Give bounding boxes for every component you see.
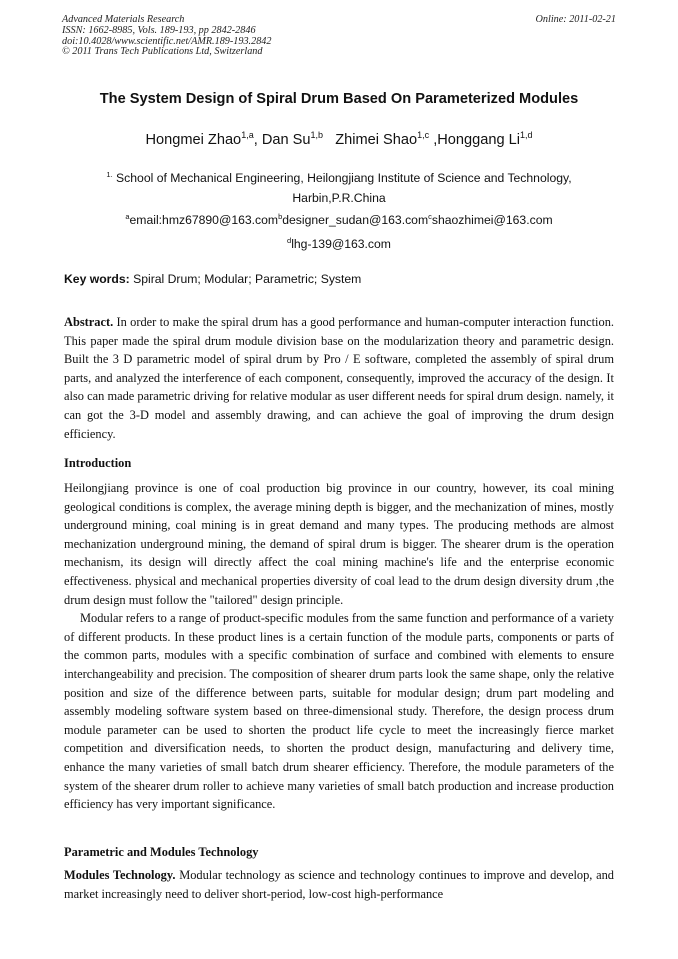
author-sup: 1,d [520, 130, 533, 140]
paper-title: The System Design of Spiral Drum Based On Parameterized Modules [99, 91, 579, 107]
email-a[interactable]: email:hmz67890@163.com [129, 213, 279, 228]
author-sup: 1,b [310, 130, 324, 140]
modules-text: Modular technology as science and technology continues to improve and develop, and market increasingly need to deliver short-period, low-cost high-performance [64, 868, 614, 901]
email-sup: c [428, 212, 432, 221]
keywords-text: Spiral Drum; Modular; Parametric; System [129, 272, 362, 286]
introduction-body [64, 479, 614, 814]
author-separator: , [253, 131, 262, 148]
author-name: Honggang Li [437, 131, 521, 148]
email-d[interactable]: lhg-139@163.com [291, 237, 391, 252]
author-separator: , [429, 131, 438, 148]
author-name: Zhimei Shao [335, 131, 418, 148]
author-list [0, 130, 678, 148]
abstract [64, 313, 614, 443]
author-sup: 1,a [241, 130, 254, 140]
author-separator [323, 132, 335, 148]
author-sup: 1,c [417, 130, 430, 140]
keywords-label: Key words: [64, 272, 130, 286]
parametric-heading: Parametric and Modules Technology [64, 845, 259, 859]
affiliation [0, 165, 678, 208]
email-sup: d [287, 236, 292, 245]
intro-paragraph-2: Modular refers to a range of product-specific modules from the same function and performance of a variety of different products. In these product lines is a certain function of the module parts, components or parts of the common parts, modules with a specific combination of surface and combined with elements to ensure interchangeability and precision. The composition of shearer drum parts look the same shape, only the relative position and size of the difference between parts, suitable for modular design; drum part modeling and assembly modeling software system based on three-dimensional study. Therefore, the design process drum module parameter can be used to shorten the product life cycle to meet the increasingly fierce market competition and diversification needs, to shorten the product design, manufacturing and delivery time, enhance the many varieties of small batch drum shearer efficiency. Therefore, the module parameters of the system of the shearer drum roller to achieve many varieties of small batch production and increase production efficiency has very important significance. [64, 611, 614, 812]
email-sup: b [278, 212, 283, 221]
email-c[interactable]: shaozhimei@163.com [431, 213, 553, 228]
modules-label: Modules Technology. [64, 868, 176, 882]
journal-header [62, 15, 271, 58]
affiliation-line-2: Harbin,P.R.China [292, 191, 386, 206]
online-date: Online: 2011-02-21 [535, 14, 616, 25]
abstract-label: Abstract. [64, 315, 114, 329]
journal-name: Advanced Materials Research [62, 14, 185, 25]
modules-technology [64, 866, 614, 903]
email-line-1 [0, 207, 678, 230]
email-line-2 [0, 231, 678, 254]
keywords [64, 272, 361, 286]
intro-paragraph-1: Heilongjiang province is one of coal production big province in our country, however, its coal mining geological conditions is complex, the average mining depth is bigger, and the mechanization of mines, mostly underground mining, coal mining is in great demand and many types. The producing methods are almost mechanization underground mining, the demand of spiral drum is bigger. The shearer drum is the operation mechanism, its design will directly affect the coal mining machine's life and the enterprise economic effectiveness. physical and mechanical properties diversity of coal lead to the drum design diversity drum ,the drum design must follow the "tailored" design principle. [64, 481, 614, 607]
affiliation-sup: 1. [106, 170, 113, 179]
introduction-heading: Introduction [64, 456, 132, 470]
email-b[interactable]: designer_sudan@163.com [282, 213, 429, 228]
author-name: Dan Su [261, 131, 311, 148]
affiliation-line-1: School of Mechanical Engineering, Heilongjiang Institute of Science and Technology, [112, 171, 572, 186]
author-name: Hongmei Zhao [145, 131, 242, 148]
email-sup: a [125, 212, 130, 221]
copyright-line: © 2011 Trans Tech Publications Ltd, Switzerland [62, 46, 263, 58]
issn-line: ISSN: 1662-8985, Vols. 189-193, pp 2842-2846 [62, 24, 256, 36]
doi-line: doi:10.4028/www.scientific.net/AMR.189-193.2842 [62, 35, 272, 47]
abstract-text: In order to make the spiral drum has a good performance and human-computer interaction function. This paper made the spiral drum module division base on the modularization theory and parametric design. Built the 3 D parametric model of spiral drum by Pro / E software, completed the assembly of spiral drum parts, and analyzed the interference of each component, consequently, improved the accuracy of the design. It also can made parametric driving for relative modular as user different needs for spiral drum design. namely, it can got the 3-D model and assembly drawing, and can achieve the goal of improving the drum design efficiency. [64, 315, 614, 441]
